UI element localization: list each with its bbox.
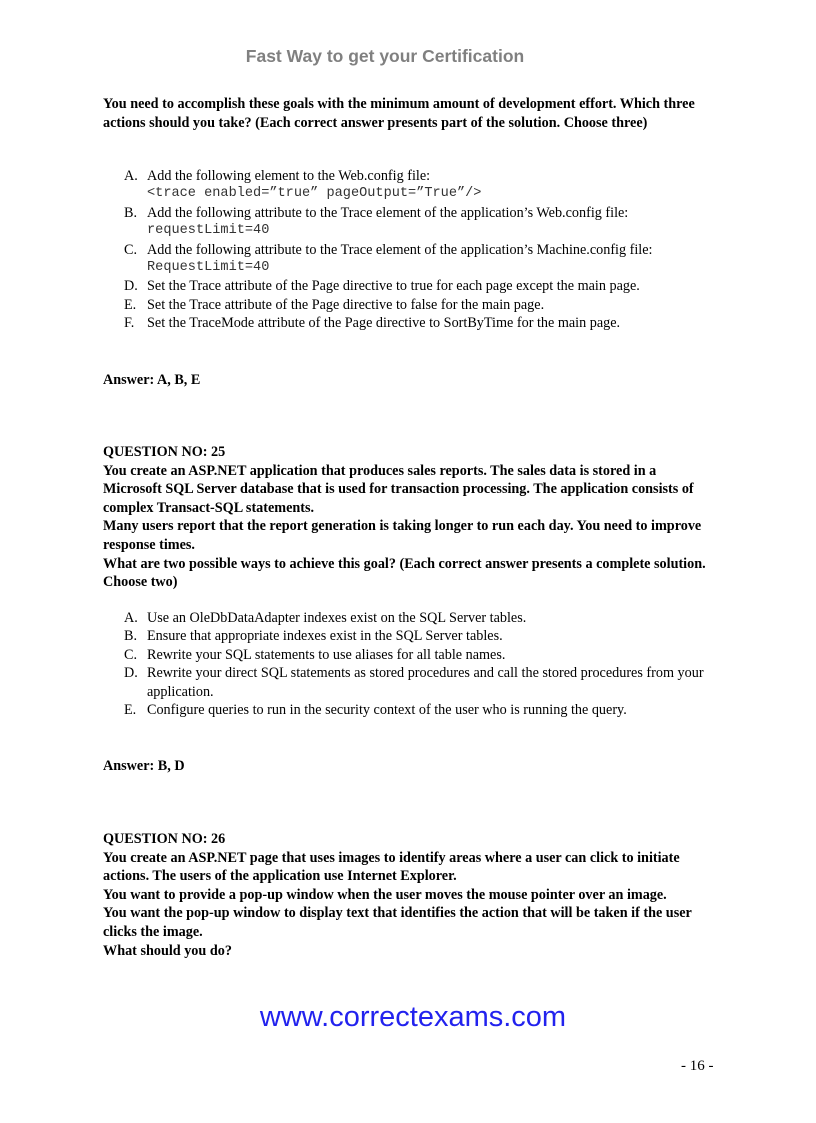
q25-option-a: A. Use an OleDbDataAdapter indexes exist on the SQL Server tables.: [124, 610, 527, 626]
option-f: F. Set the TraceMode attribute of the Page directive to SortByTime for the main page.: [124, 315, 621, 332]
q25-option-c: C. Rewrite your SQL statements to use aliases for all table names.: [124, 646, 506, 663]
q26-para4: What should you do?: [103, 942, 232, 959]
footer-website-link[interactable]: www.correctexams.com: [259, 1001, 567, 1033]
intro-options: [103, 167, 713, 333]
page-number: - 16 -: [681, 1058, 714, 1074]
option-e: E. Set the Trace attribute of the Page directive to false for the main page.: [124, 296, 545, 313]
q25-option-e: E. Configure queries to run in the security context of the user who is running the query.: [124, 702, 627, 719]
q25-para1: You create an ASP.NET application that produces sales reports. The sales data is stored in a Microsoft SQL Server database that is used for transaction processing. The application consists of complex Transact-SQL statements.: [103, 462, 694, 516]
q25-para2: Many users report that the report generation is taking longer to run each day. You need to improve response times.: [103, 518, 702, 553]
q25-para3: What are two possible ways to achieve this goal? (Each correct answer presents a complete solution. Choose two): [103, 555, 706, 591]
q26-heading: QUESTION NO: 26: [103, 831, 226, 847]
q25-option-b: B. Ensure that appropriate indexes exist in the SQL Server tables.: [124, 628, 503, 645]
q25-answer: Answer: B, D: [103, 758, 185, 774]
q26-para2: You want to provide a pop-up window when the user moves the mouse pointer over an image.: [103, 886, 667, 903]
q26-para1: You create an ASP.NET page that uses images to identify areas where a user can click to initiate actions. The users of the application use Internet Explorer.: [103, 849, 680, 885]
option-d: D. Set the Trace attribute of the Page directive to true for each page except the main page.: [124, 278, 640, 295]
q25-heading: QUESTION NO: 25: [103, 444, 226, 460]
intro-answer: Answer: A, B, E: [103, 372, 201, 388]
q26-para3: You want the pop-up window to display text that identifies the action that will be taken if the user clicks the image.: [103, 905, 692, 940]
q25-options: [103, 609, 713, 719]
page-header-title: Fast Way to get your Certification: [245, 46, 525, 66]
option-c: C. Add the following attribute to the Trace element of the application’s Machine.config file: RequestLimit=40: [124, 241, 653, 276]
intro-prompt: You need to accomplish these goals with the minimum amount of development effort. Which three actions should you take? (Each correct answer presents part of the solution. Choose three): [103, 96, 695, 131]
question-25: [103, 443, 713, 592]
option-b: B. Add the following attribute to the Trace element of the application’s Web.config file: requestLimit=40: [124, 204, 629, 239]
option-a: A. Add the following element to the Web.config file: <trace enabled=”true” pageOutput=”True”/>: [124, 168, 482, 202]
question-26: [103, 830, 713, 960]
q25-option-d: D. Rewrite your direct SQL statements as stored procedures and call the stored procedures from your application.: [124, 665, 704, 700]
